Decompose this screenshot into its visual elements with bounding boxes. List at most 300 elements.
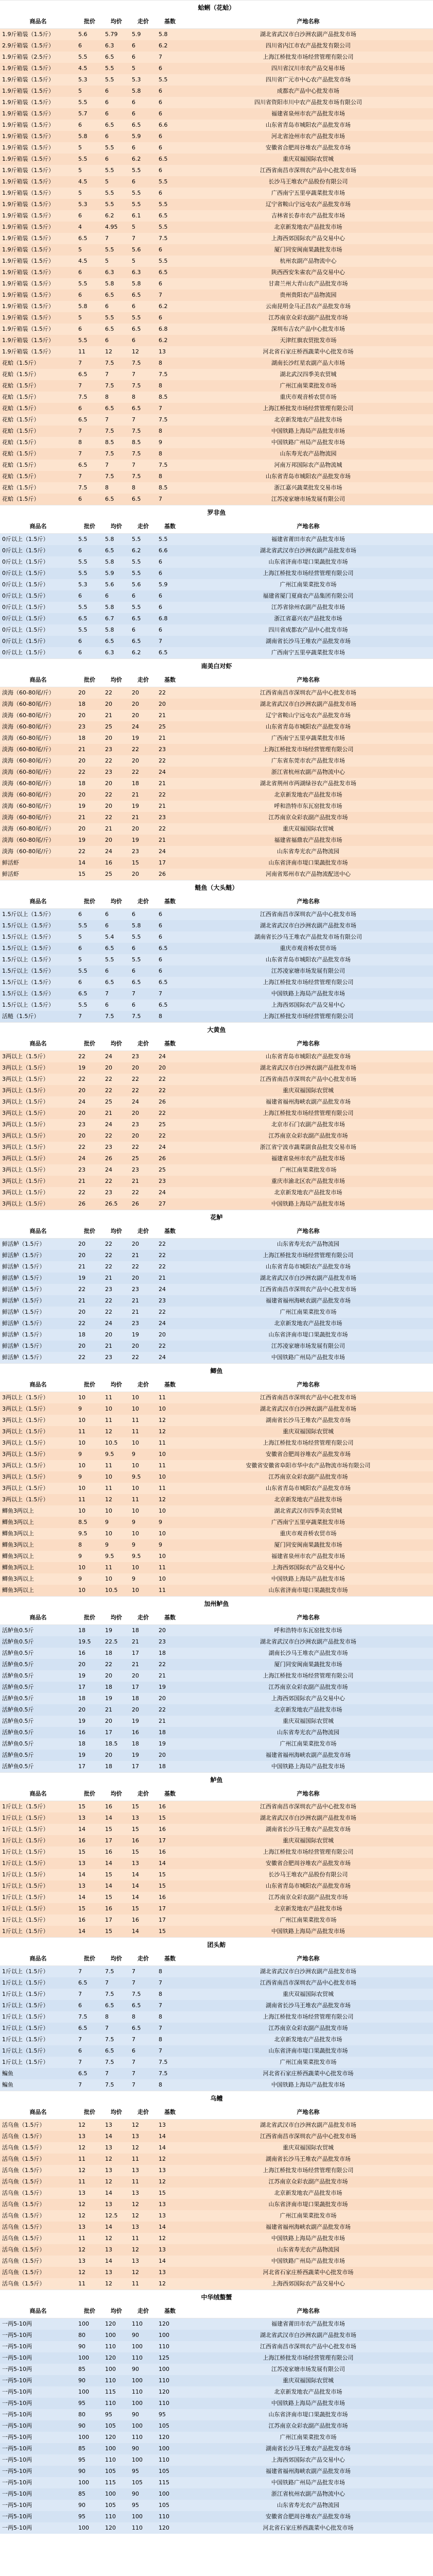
table-row [0, 1187, 433, 1198]
section-title: 加州鲈鱼 [0, 1596, 433, 1611]
market-name: 山东省青岛市城阳农产品批发市场 [266, 956, 351, 963]
section-title: 花鲈 [0, 1210, 433, 1225]
table-row [0, 744, 433, 755]
price-4: 10 [159, 1451, 166, 1458]
product-name: 1.9斤箱装（1.5斤） [2, 258, 54, 264]
price-4: 18 [159, 1729, 166, 1736]
price-1: 13 [78, 1860, 85, 1867]
table-row [0, 312, 433, 324]
price-3: 17 [132, 1650, 139, 1656]
price-4: 10 [159, 1507, 166, 1514]
market-name: 上海西郊国际农产品交易中心 [271, 235, 345, 242]
product-name: 1.9斤箱装（1.5斤） [2, 88, 54, 94]
market-name: 重庆双福国际农贸城 [283, 2144, 334, 2151]
price-1: 22 [78, 1286, 85, 1293]
price-1: 15 [78, 1803, 85, 1810]
price-3: 95 [132, 2468, 139, 2475]
table-row [0, 2233, 433, 2244]
price-4: 6 [159, 626, 162, 633]
product-name: 0斤以上（1.5斤） [2, 547, 49, 554]
price-4: 10 [159, 1575, 166, 1582]
price-3: 10 [132, 1405, 139, 1412]
price-2: 24 [105, 1166, 112, 1173]
product-name: 活鲈鱼0.5斤 [2, 1706, 34, 1713]
price-4: 8.5 [159, 484, 168, 491]
product-name: 活鲈鱼0.5斤 [2, 1661, 34, 1668]
price-1: 21 [78, 1178, 85, 1184]
table-row [0, 1307, 433, 1318]
price-4: 6.5 [159, 1002, 168, 1008]
price-1: 22 [78, 1354, 85, 1361]
product-name: 1斤以上（1.5斤） [2, 2059, 49, 2065]
market-name: 上海江桥批发市场经营管理有限公司 [263, 2167, 354, 2174]
market-name: 重庆双福国际农贸城 [283, 1087, 334, 1094]
price-3: 6.5 [132, 2025, 141, 2031]
product-name: 1.9斤箱装（1.5斤） [2, 326, 54, 332]
table-body [0, 2318, 433, 2534]
market-name: 江苏南京众彩农副产品批发市场 [268, 1894, 348, 1901]
price-2: 13 [105, 2122, 112, 2128]
price-4: 8 [159, 2036, 162, 2043]
product-name: 一两5-10两 [2, 2513, 32, 2520]
table-row [0, 920, 433, 931]
table-body [0, 1966, 433, 2091]
price-1: 5.5 [78, 280, 88, 287]
market-name: 上海江桥批发市场经营管理有限公司 [263, 2354, 354, 2361]
price-3: 10 [132, 1530, 139, 1537]
price-3: 6.5 [132, 979, 141, 986]
product-name: 0斤以上（1.5斤） [2, 638, 49, 645]
section-title: 罗非鱼 [0, 505, 433, 520]
price-1: 22 [78, 1076, 85, 1082]
market-name: 广州江南果菜批发市场 [280, 581, 337, 588]
price-2: 25 [105, 723, 112, 730]
market-name: 福建省福州海峡农副产品批发市场 [266, 1752, 351, 1758]
table-row [0, 358, 433, 369]
price-1: 18 [78, 701, 85, 707]
price-4: 14 [159, 2144, 166, 2151]
price-1: 6.5 [78, 235, 88, 242]
price-1: 6 [78, 2002, 82, 2009]
price-2: 20 [105, 1672, 112, 1679]
product-name: 1斤以上（1.5斤） [2, 1883, 49, 1889]
market-name: 江西省南昌市深圳农产品中心批发市场 [260, 1286, 356, 1293]
market-name: 中国铁路上海局产品批发市场 [271, 1575, 345, 1582]
price-3: 8 [132, 2013, 135, 2020]
price-4: 115 [159, 2479, 169, 2486]
market-name: 山东省青岛市城阳农产品批发市场 [266, 1485, 351, 1492]
price-2: 22 [105, 1178, 112, 1184]
price-2: 22 [105, 1132, 112, 1139]
col-price2: 均价 [111, 18, 122, 25]
market-name: 湖北武汉四季美农贸城 [280, 371, 337, 378]
product-name: 1斤以上（1.5斤） [2, 2002, 49, 2009]
table-row [0, 1153, 433, 1164]
market-name: 上海江桥批发市场经营管理有限公司 [263, 1252, 354, 1259]
table-row [0, 2199, 433, 2210]
price-3: 5.9 [132, 133, 141, 140]
price-1: 11 [78, 2235, 85, 2242]
product-name: 一两5-10两 [2, 2411, 32, 2418]
market-name: 河南万邦国际农产品物流城 [274, 462, 342, 468]
table-row [0, 233, 433, 244]
product-name: 花蛤（1.5斤） [2, 496, 40, 502]
table-row [0, 1096, 433, 1108]
table-body [0, 1051, 433, 1210]
price-3: 5.5 [132, 314, 141, 321]
price-1: 7.5 [78, 484, 88, 491]
table-row [0, 755, 433, 767]
product-name: 1斤以上（1.5斤） [2, 1860, 49, 1867]
table-body [0, 1392, 433, 1596]
price-3: 9 [132, 1451, 135, 1458]
price-3: 20 [132, 825, 139, 832]
price-1: 5 [78, 934, 82, 940]
price-2: 4.95 [105, 224, 118, 230]
table-row [0, 721, 433, 733]
price-2: 18 [105, 1650, 112, 1656]
price-3: 110 [132, 2524, 143, 2531]
price-4: 5.5 [159, 536, 168, 543]
price-2: 14 [105, 1815, 112, 1821]
price-1: 16 [78, 1917, 85, 1923]
price-1: 10 [78, 1564, 85, 1571]
table-row [0, 1051, 433, 1062]
table-row [0, 2210, 433, 2222]
price-2: 20 [105, 803, 112, 809]
price-2: 13 [105, 2246, 112, 2253]
price-3: 105 [132, 2479, 143, 2486]
table-row [0, 931, 433, 943]
price-3: 110 [132, 2354, 143, 2361]
price-1: 4.5 [78, 65, 88, 72]
product-name: 鲜活鲈（1.5斤） [2, 1297, 45, 1304]
table-row [0, 2045, 433, 2057]
col-price3: 走价 [137, 1790, 149, 1797]
price-4: 6 [159, 922, 162, 929]
table-row [0, 1074, 433, 1085]
price-3: 18 [132, 780, 139, 787]
market-name: 广东省东莞市农产品批发市场 [271, 757, 345, 764]
price-4: 11 [159, 1587, 166, 1594]
price-3: 6 [132, 1002, 135, 1008]
product-name: 鳊鱼 [2, 2081, 13, 2088]
table-header [0, 2106, 433, 2120]
price-1: 5.5 [78, 1002, 88, 1008]
table-row [0, 1392, 433, 1403]
price-4: 26 [159, 1098, 166, 1105]
product-name: 0斤以上（1.5斤） [2, 536, 49, 543]
price-3: 5.5 [132, 934, 141, 940]
col-name: 商品名 [29, 2109, 47, 2115]
market-name: 山东省济南市堤口果蔬批发市场 [268, 558, 348, 565]
market-name: 广西南宁五里亭蔬菜批发市场 [271, 735, 345, 741]
col-price4: 基数 [164, 18, 176, 25]
price-4: 13 [159, 2212, 166, 2219]
price-1: 21 [78, 746, 85, 753]
col-price1: 批价 [84, 1955, 95, 1962]
price-1: 21 [78, 1263, 85, 1270]
price-2: 11 [105, 1462, 112, 1469]
table-row [0, 1426, 433, 1437]
fish-section-4 [0, 1022, 433, 1210]
price-2: 7.5 [105, 382, 114, 389]
price-1: 5.5 [78, 54, 88, 60]
market-name: 福建省福州海峡农副产品批发市场 [266, 1297, 351, 1304]
market-name: 广西南宁五里亭蔬菜批发市场 [271, 649, 345, 656]
product-name: 花蛤（1.5斤） [2, 439, 40, 446]
price-1: 6.5 [78, 615, 88, 622]
price-1: 6 [78, 405, 82, 412]
price-2: 5.8 [105, 604, 114, 611]
price-2: 20 [105, 780, 112, 787]
product-name: 活鲈鱼0.5斤 [2, 1650, 34, 1656]
price-4: 12 [159, 2156, 166, 2162]
price-3: 5 [132, 224, 135, 230]
price-2: 9.5 [105, 1451, 114, 1458]
price-2: 23 [105, 1189, 112, 1196]
price-4: 24 [159, 1053, 166, 1060]
price-2: 12 [105, 2156, 112, 2162]
table-row [0, 2466, 433, 2477]
market-name: 北京新发地农产品批发市场 [274, 2388, 342, 2395]
price-3: 6 [132, 911, 135, 918]
table-row [0, 1704, 433, 1716]
price-1: 6.5 [78, 1979, 88, 1986]
market-name: 安徽省合肥周谷堆农产品批发市场 [266, 2513, 351, 2520]
product-name: 1.9斤箱装（1.5斤） [2, 65, 54, 72]
market-name: 浙江嘉兴蔬菜批发交易市场 [274, 484, 342, 491]
price-4: 8 [159, 382, 162, 389]
price-3: 14 [132, 1894, 139, 1901]
table-body [0, 534, 433, 658]
col-price1: 批价 [84, 1381, 95, 1388]
price-1: 4.5 [78, 258, 88, 264]
table-row [0, 369, 433, 380]
price-3: 6 [132, 945, 135, 952]
price-1: 6 [78, 496, 82, 502]
price-2: 14 [105, 1883, 112, 1889]
market-name: 湖南省长沙马王堆农产品批发市场 [266, 638, 351, 645]
table-row [0, 1295, 433, 1307]
price-4: 21 [159, 780, 166, 787]
table-row [0, 142, 433, 154]
market-name: 重庆市渝北区农产品批发市场 [271, 1178, 345, 1184]
product-name: 1.5斤以上（1.5斤） [2, 956, 54, 963]
price-1: 22 [78, 769, 85, 775]
market-name: 四川省成都农产品中心批发市场 [268, 626, 348, 633]
price-1: 11 [78, 2280, 85, 2287]
product-name: 花蛤（1.5斤） [2, 382, 40, 389]
price-3: 21 [132, 791, 139, 798]
table-row [0, 267, 433, 278]
price-4: 6.6 [159, 547, 168, 554]
price-2: 7.5 [105, 2081, 114, 2088]
price-4: 15 [159, 1883, 166, 1889]
product-name: 淡海（60-80尾/斤） [2, 712, 55, 719]
price-2: 5.8 [105, 626, 114, 633]
price-4: 14 [159, 2224, 166, 2230]
table-row [0, 63, 433, 74]
market-name: 上海江桥批发市场经营管理有限公司 [263, 1672, 354, 1679]
price-4: 6.2 [159, 303, 168, 310]
market-name: 广州江南果菜批发市场 [280, 1740, 337, 1747]
price-4: 6.8 [159, 326, 168, 332]
table-body [0, 687, 433, 880]
market-name: 厦门同安闽南果蔬批发市场 [274, 1661, 342, 1668]
price-3: 22 [132, 1087, 139, 1094]
price-1: 100 [78, 2320, 89, 2327]
market-name: 湖南省长沙马王堆农产品批发市场 [266, 2002, 351, 2009]
product-name: 活鲈鱼0.5斤 [2, 1740, 34, 1747]
table-row [0, 869, 433, 880]
market-name: 河北省石家庄桥西蔬菜中心批发市场 [263, 2524, 354, 2531]
product-name: 1.9斤箱装（1.5斤） [2, 348, 54, 355]
price-2: 7.5 [105, 2036, 114, 2043]
price-3: 16 [132, 1729, 139, 1736]
market-name: 福建省福州海峡农副产品批发市场 [266, 2224, 351, 2230]
table-row [0, 86, 433, 97]
product-name: 1.9斤箱装（1.5斤） [2, 269, 54, 276]
price-3: 23 [132, 1320, 139, 1327]
product-name: 活鲈鱼0.5斤 [2, 1684, 34, 1690]
price-4: 23 [159, 814, 166, 821]
product-name: 一两5-10两 [2, 2400, 32, 2406]
table-row [0, 74, 433, 86]
market-name: 北京新发地农产品批发市场 [274, 1905, 342, 1912]
price-2: 6.5 [105, 547, 114, 554]
price-1: 6 [78, 649, 82, 656]
table-row [0, 2023, 433, 2034]
col-market: 产地名称 [297, 1381, 320, 1388]
product-name: 鲜活鲈（1.5斤） [2, 1263, 45, 1270]
price-1: 19 [78, 1752, 85, 1758]
price-2: 7 [105, 2070, 109, 2077]
product-name: 活乌鱼（1.5斤） [2, 2201, 45, 2208]
col-price1: 批价 [84, 2308, 95, 2314]
col-name: 商品名 [29, 1381, 47, 1388]
price-1: 6 [78, 638, 82, 645]
table-row [0, 1750, 433, 1761]
table-row [0, 301, 433, 312]
product-name: 3两以上（1.5斤） [2, 1428, 49, 1435]
price-2: 6.2 [105, 212, 114, 219]
product-name: 花蛤（1.5斤） [2, 428, 40, 434]
market-name: 北京新发地农产品批发市场 [274, 1189, 342, 1196]
price-1: 5.5 [78, 570, 88, 577]
product-name: 1斤以上（1.5斤） [2, 1928, 49, 1935]
price-4: 22 [159, 1343, 166, 1349]
price-2: 22 [105, 1263, 112, 1270]
product-name: 3两以上（1.5斤） [2, 1451, 49, 1458]
price-3: 13 [132, 2133, 139, 2140]
price-4: 110 [159, 2343, 169, 2350]
price-4: 7.5 [159, 416, 168, 423]
table-row [0, 699, 433, 710]
price-3: 6.5 [132, 638, 141, 645]
table-row [0, 1914, 433, 1926]
price-4: 7 [159, 292, 162, 298]
price-2: 22 [105, 1297, 112, 1304]
price-4: 11 [159, 1439, 166, 1446]
price-4: 125 [159, 2354, 169, 2361]
market-name: 江西省南昌市深圳农产品中心批发市场 [260, 1076, 356, 1082]
market-name: 中国铁路上海局产品批发市场 [271, 1763, 345, 1770]
price-3: 7 [132, 1968, 135, 1975]
price-2: 17 [105, 1729, 112, 1736]
product-name: 1斤以上（1.5斤） [2, 1803, 49, 1810]
price-1: 6 [78, 122, 82, 128]
price-4: 7.5 [159, 462, 168, 468]
market-name: 北京新发地农产品批发市场 [274, 224, 342, 230]
price-3: 7.5 [132, 450, 141, 457]
price-4: 120 [159, 2320, 169, 2327]
product-name: 淡海（60-80尾/斤） [2, 791, 55, 798]
price-2: 22 [105, 757, 112, 764]
price-1: 11 [78, 2178, 85, 2185]
price-3: 9 [132, 1575, 135, 1582]
market-name: 中国铁路上海局产品批发市场 [271, 428, 345, 434]
market-name: 江苏南京众彩农副产品批发市场 [268, 2178, 348, 2185]
product-name: 鲫鱼3两以上 [2, 1553, 34, 1560]
table-row [0, 812, 433, 823]
price-2: 110 [105, 2343, 116, 2350]
product-name: 一两5-10两 [2, 2502, 32, 2509]
section-title: 团头鲂 [0, 1937, 433, 1952]
col-price3: 走价 [137, 898, 149, 905]
price-4: 7 [159, 2025, 162, 2031]
product-name: 0斤以上（1.5斤） [2, 615, 49, 622]
market-name: 广西南宁五里亭蔬菜批发市场 [271, 1519, 345, 1526]
price-3: 5.6 [132, 246, 141, 253]
price-4: 7 [159, 54, 162, 60]
price-2: 15 [105, 1894, 112, 1901]
price-4: 13 [159, 2167, 166, 2174]
price-3: 110 [132, 2434, 143, 2441]
price-4: 5.5 [159, 224, 168, 230]
table-row [0, 1812, 433, 1824]
price-3: 22 [132, 769, 139, 775]
price-4: 20 [159, 1331, 166, 1338]
price-4: 22 [159, 1263, 166, 1270]
price-1: 7 [78, 473, 82, 480]
price-1: 8.5 [78, 1519, 88, 1526]
table-row [0, 1585, 433, 1596]
price-2: 12 [105, 348, 112, 355]
table-row [0, 943, 433, 954]
price-4: 100 [159, 2490, 169, 2497]
market-name: 杭州农副产品物流中心 [280, 258, 337, 264]
price-1: 5 [78, 167, 82, 174]
product-name: 活鲈鱼0.5斤 [2, 1672, 34, 1679]
price-3: 11 [132, 2235, 139, 2242]
price-2: 11 [105, 1394, 112, 1401]
product-name: 1.9斤箱装（1.5斤） [2, 280, 54, 287]
price-2: 6.3 [105, 649, 114, 656]
market-name: 湖南长沙马王堆农产品批发市场 [268, 1650, 348, 1656]
price-1: 10 [78, 1587, 85, 1594]
price-3: 10 [132, 1462, 139, 1469]
col-name: 商品名 [29, 1614, 47, 1621]
price-4: 13 [159, 2201, 166, 2208]
price-1: 18 [78, 735, 85, 741]
col-price1: 批价 [84, 1228, 95, 1234]
price-4: 11 [159, 1485, 166, 1492]
price-3: 7.5 [132, 360, 141, 366]
price-4: 6 [159, 246, 162, 253]
price-1: 90 [78, 2422, 85, 2429]
price-4: 6 [159, 190, 162, 196]
